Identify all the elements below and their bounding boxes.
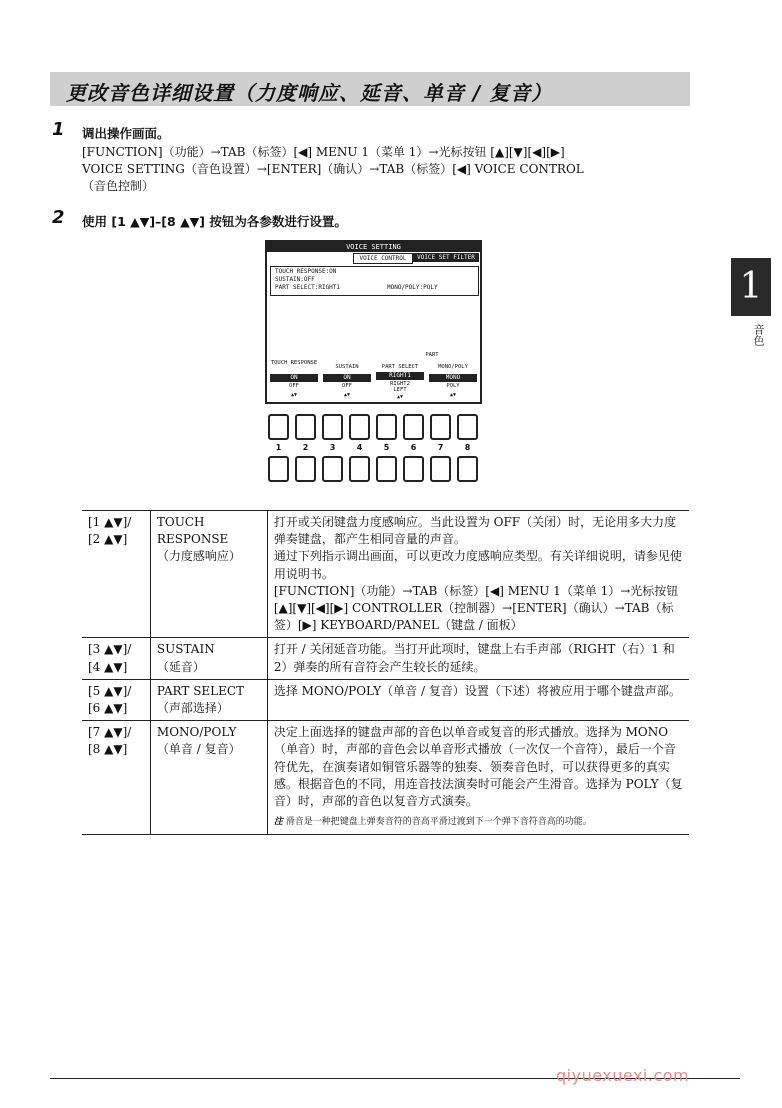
table-cell-desc-wrap: [267, 721, 689, 835]
chapter-tab: 1: [731, 258, 771, 316]
lcd-line-sustain: SUSTAIN:OFF: [275, 276, 315, 283]
button-5-down[interactable]: [376, 456, 397, 482]
note-text: 滑音是一种把键盘上弹奏音符的音高平滑过渡到下一个弹下音符音高的功能。: [285, 817, 592, 828]
lcd-sustain-on: ON: [323, 374, 371, 382]
button-label-3: 3: [329, 443, 336, 452]
parameter-table: [82, 510, 689, 835]
table-row: [82, 721, 689, 835]
step-1-line-1: [FUNCTION]（功能）→TAB（标签）[◀] MENU 1（菜单 1）→光标按钮 [▲][▼][◀][▶]: [82, 145, 565, 159]
note: [274, 814, 683, 831]
lcd-line-part: PART SELECT:RIGHT1: [275, 284, 341, 291]
lcd-part-header: PART: [425, 352, 439, 358]
lcd-line-touch: TOUCH RESPONSE:ON: [275, 268, 337, 275]
step-1-line-2: VOICE SETTING（音色设置）→[ENTER]（确认）→TAB（标签）[◀] VOICE CONTROL: [82, 162, 584, 176]
button-6-up[interactable]: [403, 414, 424, 440]
note-label: 注: [273, 817, 283, 828]
lcd-tab-voice-control: VOICE CONTROL: [353, 253, 413, 264]
table-cell-desc: 打开 / 关闭延音功能。当打开此项时，键盘上右手声部（RIGHT（右）1 和 2）弹奏的所有音符会产生较长的延续。: [273, 642, 675, 674]
step-1-line-3: （音色控制）: [82, 179, 155, 193]
step-1-heading: 调出操作画面。: [82, 126, 170, 141]
table-cell-buttons: [5 ▲▼]/ [6 ▲▼]: [82, 679, 150, 720]
lcd-mono-mono: MONO: [429, 374, 477, 382]
lcd-mono-poly: POLY: [446, 383, 460, 389]
lcd-label-sustain: SUSTAIN: [335, 364, 359, 370]
watermark: qiyuexuexi.com: [556, 1066, 690, 1085]
button-6-down[interactable]: [403, 456, 424, 482]
lcd-touch-on: ON: [270, 374, 318, 382]
button-7-up[interactable]: [430, 414, 451, 440]
lcd-part-left: LEFT: [393, 387, 407, 393]
table-row: [82, 638, 689, 679]
button-label-7: 7: [437, 443, 444, 452]
button-label-1: 1: [275, 443, 282, 452]
button-4-up[interactable]: [349, 414, 370, 440]
button-1-down[interactable]: [268, 456, 289, 482]
lcd-arrows-3: ▲▼: [396, 394, 404, 400]
table-cell-desc: 打开或关闭键盘力度感响应。当此设置为 OFF（关闭）时，无论用多大力度弹奏键盘，都产生相同音量的声音。 通过下列指示调出画面，可以更改力度感响应类型。有关详细说明，请参见使用说明书。 [FUNCTION]（功能）→TAB（标签）[◀] MENU 1（菜单 1）→光标按钮 [▲][▼][◀][▶] CONTROLLER（控制器）→[ENTER]（确认）→TAB（标签）[▶] KEYBOARD/PANEL（键盘 / 面板）: [273, 515, 682, 633]
lcd-label-part: PART SELECT: [381, 364, 419, 370]
step-2-number: 2: [52, 207, 65, 228]
step-1-number: 1: [52, 119, 65, 140]
button-label-2: 2: [302, 443, 309, 452]
table-cell-buttons: [7 ▲▼]/ [8 ▲▼]: [82, 721, 150, 835]
lcd-arrows-2: ▲▼: [343, 392, 351, 398]
lcd-line-mono: MONO/POLY:POLY: [387, 284, 438, 291]
lcd-label-mono: MONO/POLY: [438, 364, 468, 370]
table-cell-name: PART SELECT （声部选择）: [150, 679, 267, 720]
page-title-bar: [50, 72, 690, 106]
chapter-label: 音色: [752, 324, 765, 346]
lcd-title: VOICE SETTING: [267, 242, 480, 252]
table-row: [82, 679, 689, 720]
table-cell-buttons: [1 ▲▼]/ [2 ▲▼]: [82, 511, 150, 638]
button-label-6: 6: [410, 443, 417, 452]
table-cell-desc: 选择 MONO/POLY（单音 / 复音）设置（下述）将被应用于哪个键盘声部。: [273, 683, 681, 698]
button-3-up[interactable]: [322, 414, 343, 440]
table-cell-name: MONO/POLY （单音 / 复音）: [150, 721, 267, 835]
step-1-body: [82, 144, 682, 195]
lcd-label-touch: TOUCH RESPONSE: [270, 360, 318, 366]
lcd-sustain-off: OFF: [342, 383, 352, 389]
table-row: [82, 511, 689, 638]
button-1-up[interactable]: [268, 414, 289, 440]
button-8-up[interactable]: [457, 414, 478, 440]
lcd-touch-off: OFF: [289, 383, 299, 389]
table-cell-name: TOUCH RESPONSE （力度感响应）: [150, 511, 267, 638]
lcd-arrows-1: ▲▼: [290, 392, 298, 398]
lcd-screen: [265, 240, 482, 404]
button-2-up[interactable]: [295, 414, 316, 440]
button-label-4: 4: [356, 443, 363, 452]
lcd-part-right2: RIGHT2: [390, 381, 410, 387]
button-4-down[interactable]: [349, 456, 370, 482]
page-title: 更改音色详细设置（力度响应、延音、单音 / 复音）: [66, 81, 553, 105]
button-3-down[interactable]: [322, 456, 343, 482]
table-cell-buttons: [3 ▲▼]/ [4 ▲▼]: [82, 638, 150, 679]
button-label-8: 8: [464, 443, 471, 452]
button-2-down[interactable]: [295, 456, 316, 482]
button-8-down[interactable]: [457, 456, 478, 482]
lcd-part-right1: RIGHT1: [376, 372, 424, 380]
step-2-heading: 使用 [1 ▲▼]–[8 ▲▼] 按钮为各参数进行设置。: [82, 214, 347, 229]
table-cell-name: SUSTAIN （延音）: [150, 638, 267, 679]
lcd-tab-voice-set-filter: VOICE SET FILTER: [413, 253, 479, 262]
lcd-arrows-4: ▲▼: [449, 392, 457, 398]
button-7-down[interactable]: [430, 456, 451, 482]
button-label-5: 5: [383, 443, 390, 452]
table-cell-desc: 决定上面选择的键盘声部的音色以单音或复音的形式播放。选择为 MONO（单音）时，声部的音色会以单音形式播放（一次仅一个音符），最后一个音符优先，在演奏诸如铜管乐器等的独奏、领奏音色时，可以获得更多的真实感。根据音色的不同，用连音技法演奏时可能会产生滑音。选择为 POLY（复音）时，声部的音色以复音方式演奏。: [273, 725, 683, 809]
button-5-up[interactable]: [376, 414, 397, 440]
